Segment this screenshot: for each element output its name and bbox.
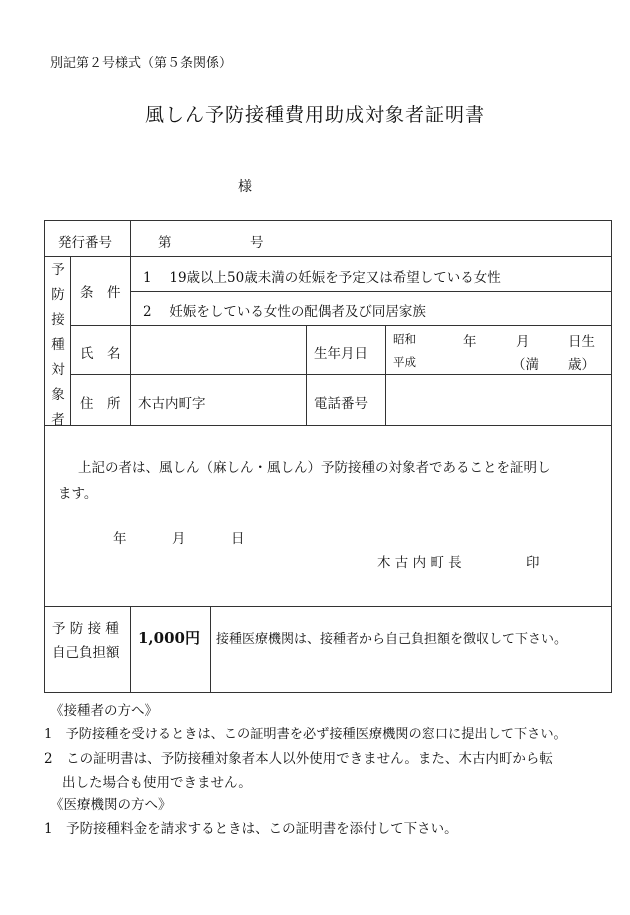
recipient-notes-heading: 《接種者の方へ》 bbox=[50, 703, 158, 719]
era-showa: 昭和 bbox=[393, 332, 416, 346]
recipient-note-1: 1 予防接種を受けるときは、この証明書を必ず接種医療機関の窓口に提出して下さい。 bbox=[44, 727, 567, 742]
condition-item-1: 1 19歳以上50歳未満の妊娠を予定又は希望している女性 bbox=[143, 270, 501, 286]
certification-text-line-2: ます。 bbox=[58, 486, 98, 502]
recipient-note-2-line-2: 出した場合も使用できません。 bbox=[62, 775, 252, 791]
cert-year: 年 bbox=[113, 531, 127, 547]
cert-month: 月 bbox=[172, 531, 186, 547]
age-open: （満 bbox=[512, 357, 539, 373]
recipient-note-2-line-1: 2 この証明書は、予防接種対象者本人以外使用できません。また、木古内町から転 bbox=[44, 751, 553, 767]
addressee-suffix: 様 bbox=[238, 179, 252, 195]
seal-mark: 印 bbox=[526, 555, 540, 571]
dob-day: 日生 bbox=[568, 334, 595, 350]
fee-amount: 1,000円 bbox=[138, 629, 200, 647]
dob-year: 年 bbox=[463, 334, 477, 350]
clinic-notes-heading: 《医療機関の方へ》 bbox=[50, 797, 172, 813]
document-title: 風しん予防接種費用助成対象者証明書 bbox=[144, 104, 485, 126]
mayor-title: 木 古 内 町 長 bbox=[377, 555, 462, 571]
issue-number-label: 発行番号 bbox=[58, 235, 112, 251]
address-value: 木古内町字 bbox=[138, 396, 206, 412]
phone-label: 電話番号 bbox=[314, 396, 368, 412]
clinic-note-1: 1 予防接種料金を請求するときは、この証明書を添付して下さい。 bbox=[44, 821, 458, 837]
certification-text-line-1: 上記の者は、風しん（麻しん・風しん）予防接種の対象者であることを証明し bbox=[78, 460, 551, 476]
cert-day: 日 bbox=[231, 531, 245, 547]
issue-number-prefix: 第 bbox=[158, 235, 172, 251]
condition-item-2: 2 妊娠をしている女性の配偶者及び同居家族 bbox=[143, 304, 426, 320]
fee-label-line-1: 予 防 接 種 bbox=[52, 621, 119, 637]
issue-number-suffix: 号 bbox=[250, 235, 264, 251]
era-heisei: 平成 bbox=[393, 355, 416, 369]
form-reference: 別記第２号様式（第５条関係） bbox=[50, 56, 233, 71]
dob-month: 月 bbox=[516, 334, 530, 350]
address-label: 住 所 bbox=[80, 396, 121, 412]
conditions-label: 条 件 bbox=[80, 285, 121, 301]
name-label: 氏 名 bbox=[80, 346, 121, 362]
target-person-group-label: 予 防 接 種 対 象 者 bbox=[51, 262, 65, 428]
fee-note: 接種医療機関は、接種者から自己負担額を徴収して下さい。 bbox=[216, 632, 568, 647]
age-close: 歳） bbox=[568, 357, 595, 373]
fee-label-line-2: 自己負担額 bbox=[52, 645, 120, 661]
dob-label: 生年月日 bbox=[314, 346, 368, 362]
